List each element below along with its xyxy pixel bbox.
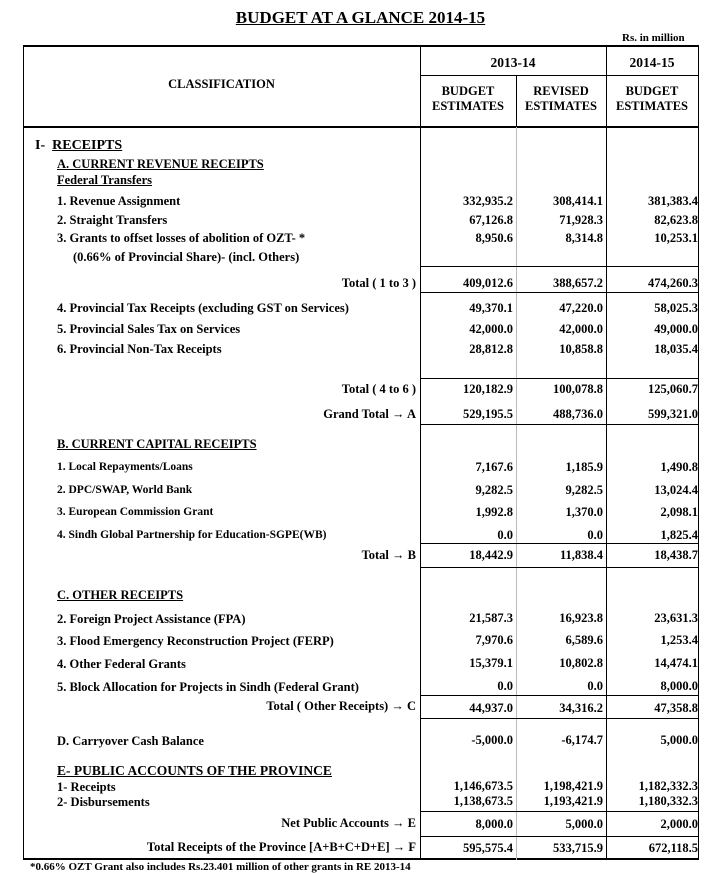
cell-be-2014: 10,253.1 [654,231,698,245]
cell-re-2013: 1,193,421.9 [543,794,603,808]
row-label: 1. Local Repayments/Loans [57,461,193,473]
year-2014-15-header: 2014-15 [629,55,675,70]
cell-be-2013: 1,146,673.5 [453,779,513,793]
row-label: Total ( 1 to 3 ) [341,276,416,290]
cell-re-2013: 8,314.8 [565,231,603,245]
header-bottom-border [23,126,699,128]
cell-be-2013: 21,587.3 [469,611,513,625]
row-label: D. Carryover Cash Balance [57,734,204,748]
cell-be-2014: 13,024.4 [654,483,698,497]
cell-be-2014: 672,118.5 [648,841,698,855]
cell-re-2013: 1,198,421.9 [543,779,603,793]
total-rule [420,543,699,544]
receipts-heading: I- RECEIPTS [35,138,123,153]
cell-re-2013: 71,928.3 [559,213,603,227]
row-label: 4. Provincial Tax Receipts (excluding GST on Services) [57,301,349,315]
row-label: Total → B [361,548,416,562]
row-label: 2- Disbursements [57,795,150,809]
row-label-continued: (0.66% of Provincial Share)- (incl. Others) [73,250,300,264]
cell-be-2013: 8,950.6 [475,231,513,245]
total-rule [420,695,699,696]
row-label: Net Public Accounts → E [281,816,416,830]
cell-be-2013: 7,167.6 [475,460,513,474]
budget-estimates-2014-header: BUDGET ESTIMATES [615,84,688,113]
cell-re-2013: -6,174.7 [561,733,603,747]
total-rule [420,292,699,293]
total-rule [420,378,699,379]
row-label: Total ( 4 to 6 ) [341,382,416,396]
row-label: 6. Provincial Non-Tax Receipts [57,342,222,356]
cell-be-2014: 18,035.4 [654,342,698,356]
cell-be-2013: 67,126.8 [469,213,513,227]
units-label: Rs. in million [622,32,685,44]
cell-be-2013: 7,970.6 [475,633,513,647]
cell-be-2013: 18,442.9 [469,548,513,562]
cell-re-2013: 34,316.2 [559,701,603,715]
total-rule [420,811,699,812]
cell-be-2013: 0.0 [497,528,513,542]
total-rule [420,424,699,425]
cell-re-2013: 10,858.8 [559,342,603,356]
cell-be-2013: 1,992.8 [475,505,513,519]
row-label: Total ( Other Receipts) → C [266,699,416,713]
cell-be-2014: 49,000.0 [654,322,698,336]
cell-re-2013: 0.0 [587,679,603,693]
cell-be-2013: 332,935.2 [463,194,513,208]
cell-be-2014: 1,825.4 [660,528,698,542]
row-label: 3. Flood Emergency Reconstruction Project (FERP) [57,634,334,648]
budget-estimates-header: BUDGET ESTIMATES [431,84,504,113]
cell-be-2013: 120,182.9 [463,382,513,396]
col-left-border [23,45,24,860]
cell-be-2014: 1,253.4 [660,633,698,647]
row-label: 2. Foreign Project Assistance (FPA) [57,612,246,626]
cell-re-2013: 0.0 [587,528,603,542]
row-label: 5. Provincial Sales Tax on Services [57,322,241,336]
cell-be-2014: 2,098.1 [660,505,698,519]
classification-header: CLASSIFICATION [168,77,275,91]
row-label: 5. Block Allocation for Projects in Sindh (Federal Grant) [57,680,359,694]
page-title: BUDGET AT A GLANCE 2014-15 [235,8,486,27]
cell-be-2014: 23,631.3 [654,611,698,625]
cell-be-2014: 1,182,332.3 [638,779,698,793]
cell-be-2014: 82,623.8 [654,213,698,227]
revised-estimates-header: REVISED ESTIMATES [524,84,597,113]
cell-be-2013: 15,379.1 [469,656,513,670]
cell-be-2013: 1,138,673.5 [453,794,513,808]
section-a-heading: A. CURRENT REVENUE RECEIPTS [57,157,264,171]
cell-be-2014: 18,438.7 [654,548,698,562]
cell-re-2013: 1,370.0 [565,505,603,519]
cell-re-2013: 533,715.9 [553,841,603,855]
cell-be-2013: 44,937.0 [469,701,513,715]
cell-re-2013: 5,000.0 [565,817,603,831]
cell-re-2013: 100,078.8 [553,382,603,396]
total-rule [420,567,699,568]
cell-be-2014: 8,000.0 [660,679,698,693]
year-divider [420,75,699,76]
cell-re-2013: 47,220.0 [559,301,603,315]
section-e-heading: E- PUBLIC ACCOUNTS OF THE PROVINCE [57,763,332,778]
cell-be-2013: 409,012.6 [463,276,513,290]
cell-re-2013: 1,185.9 [565,460,603,474]
cell-re-2013: 388,657.2 [553,276,603,290]
cell-be-2014: 125,060.7 [648,382,698,396]
cell-be-2013: 49,370.1 [469,301,513,315]
total-rule [420,266,699,267]
row-label: 1- Receipts [57,780,116,794]
cell-be-2013: -5,000.0 [471,733,513,747]
section-b-heading: B. CURRENT CAPITAL RECEIPTS [57,437,257,451]
cell-be-2013: 8,000.0 [475,817,513,831]
row-label: 4. Other Federal Grants [57,657,186,671]
row-label: 1. Revenue Assignment [57,194,181,208]
year-2013-14-header: 2013-14 [490,55,536,70]
row-label: 3. Grants to offset losses of abolition of OZT- * [57,231,306,245]
cell-be-2013: 529,195.5 [463,407,513,421]
cell-be-2013: 28,812.8 [469,342,513,356]
section-c-heading: C. OTHER RECEIPTS [57,588,184,602]
cell-be-2014: 47,358.8 [654,701,698,715]
row-label: 2. DPC/SWAP, World Bank [57,484,193,496]
cell-be-2014: 5,000.0 [660,733,698,747]
cell-be-2014: 599,321.0 [648,407,698,421]
federal-transfers-heading: Federal Transfers [57,173,153,187]
row-label: 3. European Commission Grant [57,506,214,518]
cell-re-2013: 6,589.6 [565,633,603,647]
cell-be-2013: 0.0 [497,679,513,693]
total-rule [420,718,699,719]
cell-re-2013: 16,923.8 [559,611,603,625]
cell-re-2013: 9,282.5 [565,483,603,497]
cell-re-2013: 11,838.4 [559,548,603,562]
cell-be-2014: 1,180,332.3 [638,794,698,808]
cell-re-2013: 42,000.0 [559,322,603,336]
col-right-border [698,45,699,860]
total-rule [420,836,699,837]
table-bottom-border [23,858,699,860]
cell-re-2013: 10,802.8 [559,656,603,670]
cell-be-2014: 14,474.1 [654,656,698,670]
row-label: Total Receipts of the Province [A+B+C+D+E] → F [146,840,416,854]
cell-re-2013: 488,736.0 [553,407,603,421]
cell-be-2013: 42,000.0 [469,322,513,336]
row-label: 2. Straight Transfers [57,213,168,227]
cell-be-2013: 595,575.4 [463,841,513,855]
cell-re-2013: 308,414.1 [553,194,603,208]
cell-be-2013: 9,282.5 [475,483,513,497]
cell-be-2014: 474,260.3 [648,276,698,290]
cell-be-2014: 381,383.4 [648,194,698,208]
footnote: *0.66% OZT Grant also includes Rs.23.401 million of other grants in RE 2013-14 [30,861,411,873]
row-label: Grand Total → A [323,407,416,421]
cell-be-2014: 1,490.8 [660,460,698,474]
cell-be-2014: 58,025.3 [654,301,698,315]
table-top-border [23,45,699,47]
cell-be-2014: 2,000.0 [660,817,698,831]
row-label: 4. Sindh Global Partnership for Education-SGPE(WB) [57,529,327,541]
